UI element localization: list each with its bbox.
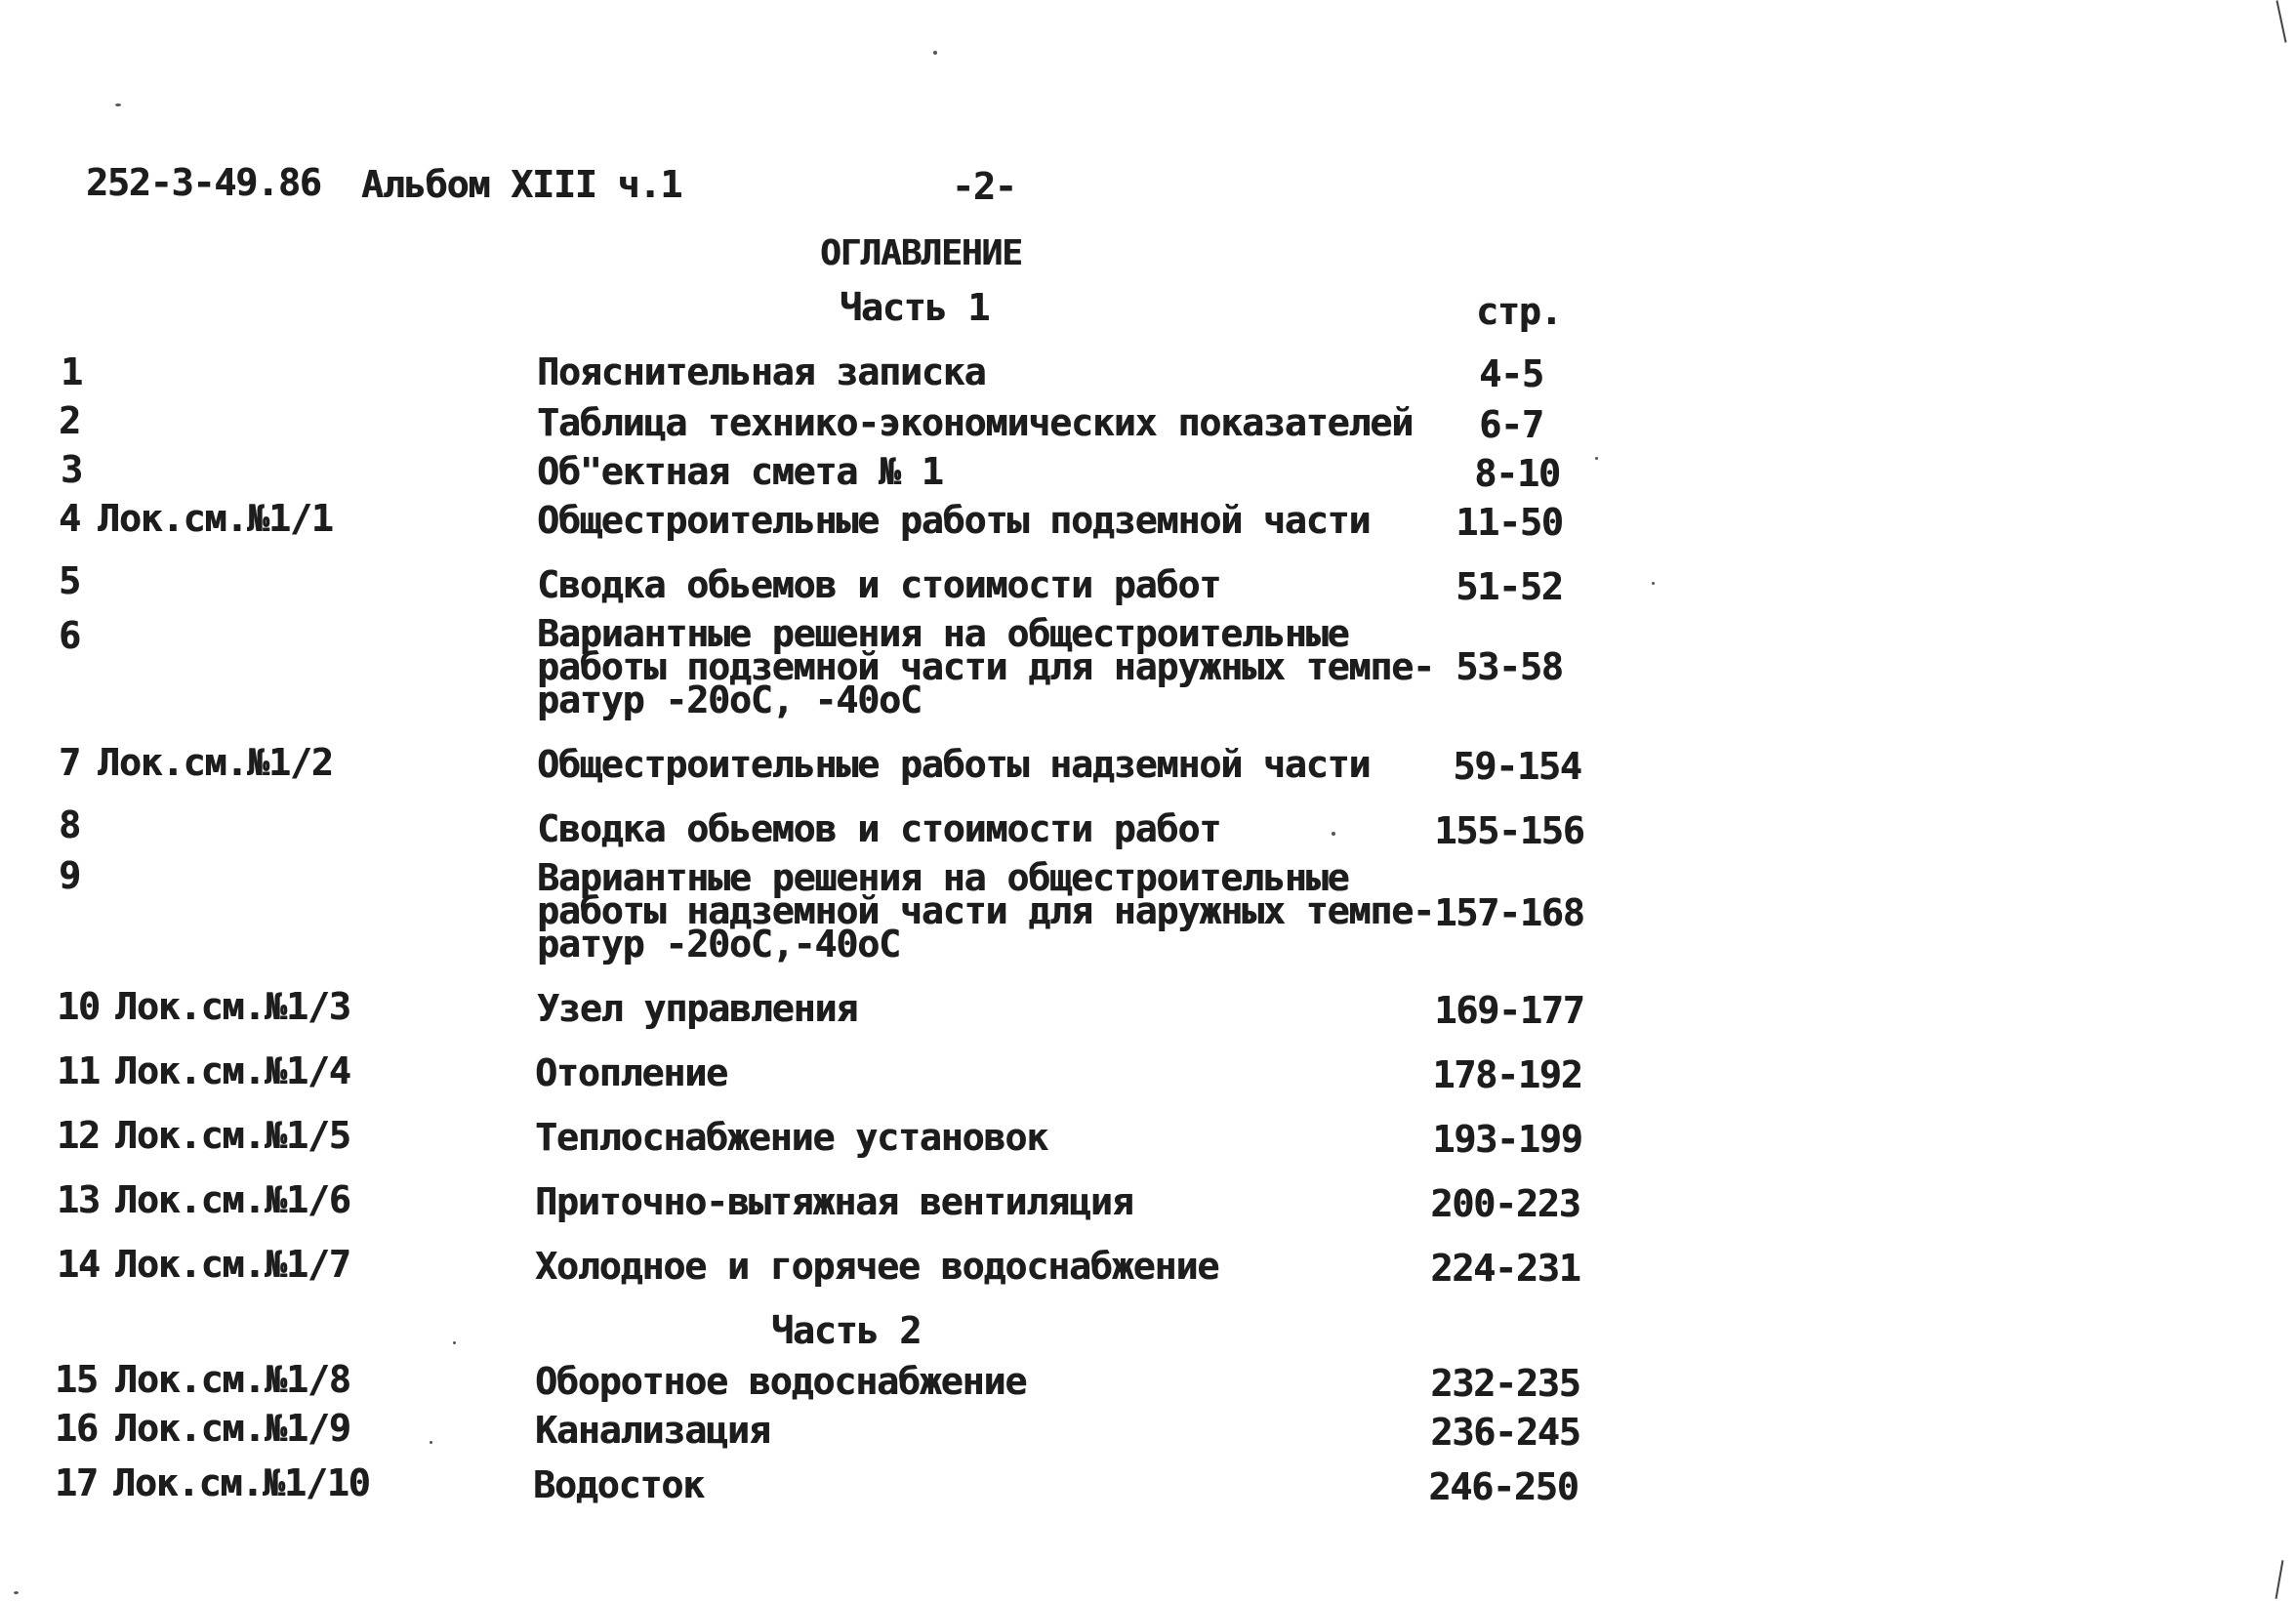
- edge-mark: [2276, 0, 2286, 42]
- scan-speck: [453, 1341, 456, 1344]
- entry-title: Водосток: [533, 1463, 705, 1506]
- local-estimate-ref: Лок.см.№1/5: [115, 1114, 350, 1157]
- entry-number: 12: [57, 1114, 100, 1157]
- entry-number: 3: [61, 448, 82, 491]
- entry-pages: 224-231: [1430, 1247, 1580, 1290]
- entry-number: 5: [59, 559, 80, 602]
- entry-number: 15: [55, 1358, 98, 1401]
- entry-number: 16: [55, 1407, 98, 1450]
- entry-pages: 59-154: [1453, 745, 1581, 788]
- entry-pages: 53-58: [1456, 645, 1563, 688]
- entry-number: 11: [57, 1049, 100, 1092]
- scan-speck: [14, 1591, 19, 1594]
- entry-number: 7: [59, 741, 80, 784]
- entry-title: Холодное и горячее водоснабжение: [535, 1245, 1219, 1288]
- scan-speck: [430, 1441, 432, 1444]
- local-estimate-ref: Лок.см.№1/8: [115, 1358, 350, 1401]
- document-code: 252-3-49.86: [86, 161, 321, 204]
- entry-title: Об"ектная смета № 1: [537, 450, 943, 493]
- entry-pages: 232-235: [1430, 1362, 1580, 1405]
- toc-title: ОГЛАВЛЕНИЕ: [820, 233, 1022, 273]
- entry-title: Пояснительная записка: [537, 350, 986, 393]
- local-estimate-ref: Лок.см.№1/7: [115, 1243, 350, 1286]
- entry-title: Сводка обьемов и стоимости работ: [537, 807, 1221, 850]
- album-label: Альбом XIII ч.1: [361, 163, 682, 206]
- entry-pages: 6-7: [1479, 403, 1543, 446]
- pages-column-heading: стр.: [1476, 290, 1562, 333]
- scan-speck: [933, 51, 937, 55]
- scan-speck: [1332, 832, 1335, 836]
- local-estimate-ref: Лок.см.№1/1: [98, 497, 333, 540]
- entry-title: Сводка обьемов и стоимости работ: [537, 563, 1221, 606]
- entry-pages: 193-199: [1432, 1118, 1582, 1161]
- local-estimate-ref: Лок.см.№1/2: [98, 741, 333, 784]
- entry-pages: 246-250: [1428, 1465, 1578, 1508]
- part-1-heading: Часть 1: [840, 286, 990, 329]
- local-estimate-ref: Лок.см.№1/3: [115, 985, 350, 1028]
- entry-pages: 178-192: [1432, 1053, 1582, 1096]
- entry-title: Приточно-вытяжная вентиляция: [535, 1180, 1133, 1223]
- entry-title: Вариантные решения на общестроительные работы надземной части для наружных темпе- ратур -20оС,-40оС: [537, 856, 1434, 966]
- entry-pages: 8-10: [1474, 452, 1560, 495]
- entry-number: 10: [57, 985, 100, 1028]
- entry-pages: 11-50: [1456, 501, 1563, 544]
- entry-title: Общестроительные работы подземной части: [537, 499, 1371, 542]
- entry-pages: 4-5: [1479, 352, 1543, 395]
- entry-pages: 155-156: [1434, 809, 1584, 852]
- entry-title: Теплоснабжение установок: [535, 1116, 1048, 1159]
- entry-number: 2: [59, 399, 80, 442]
- scan-speck: [1652, 582, 1655, 585]
- local-estimate-ref: Лок.см.№1/10: [113, 1461, 370, 1504]
- local-estimate-ref: Лок.см.№1/4: [115, 1049, 350, 1092]
- local-estimate-ref: Лок.см.№1/6: [115, 1178, 350, 1221]
- entry-title: Канализация: [535, 1409, 770, 1452]
- entry-number: 9: [59, 854, 80, 897]
- entry-title: Общестроительные работы надземной части: [537, 743, 1371, 786]
- page-number: -2-: [952, 165, 1016, 208]
- entry-number: 4: [59, 497, 80, 540]
- part-2-heading: Часть 2: [771, 1309, 922, 1352]
- entry-pages: 51-52: [1456, 565, 1563, 608]
- edge-mark: [2276, 1560, 2284, 1599]
- entry-pages: 169-177: [1434, 989, 1584, 1032]
- entry-number: 8: [59, 803, 80, 846]
- entry-title: Оборотное водоснабжение: [535, 1360, 1027, 1403]
- entry-number: 13: [57, 1178, 100, 1221]
- scan-speck: [115, 103, 121, 106]
- local-estimate-ref: Лок.см.№1/9: [115, 1407, 350, 1450]
- entry-number: 1: [61, 350, 82, 393]
- entry-title: Отопление: [535, 1051, 727, 1094]
- entry-title: Вариантные решения на общестроительные работы подземной части для наружных темпе- ратур -20оС, -40оС: [537, 612, 1434, 721]
- scan-speck: [1595, 457, 1598, 460]
- entry-number: 14: [57, 1243, 100, 1286]
- entry-pages: 157-168: [1434, 891, 1584, 934]
- entry-number: 17: [55, 1461, 98, 1504]
- entry-title: Таблица технико-экономических показателей: [537, 401, 1413, 444]
- entry-number: 6: [59, 614, 80, 657]
- entry-title: Узел управления: [537, 987, 858, 1030]
- entry-pages: 200-223: [1430, 1182, 1580, 1225]
- entry-pages: 236-245: [1430, 1411, 1580, 1454]
